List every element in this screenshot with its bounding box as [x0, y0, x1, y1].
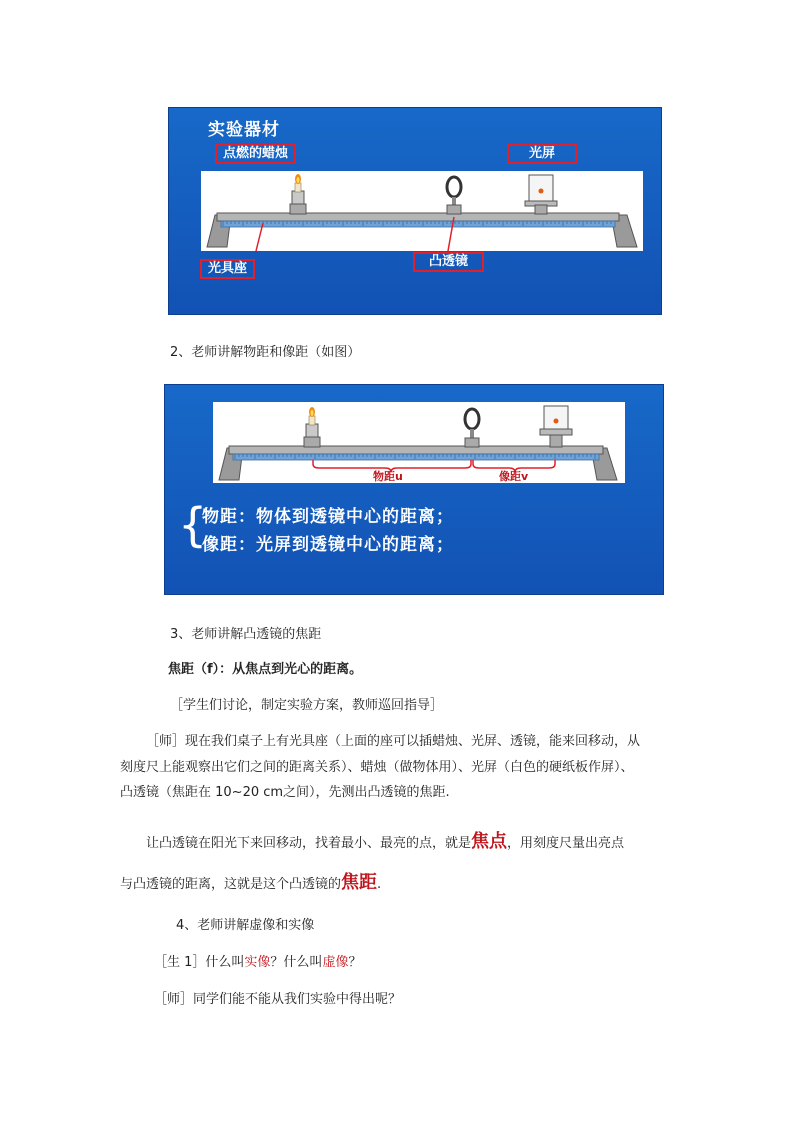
object-distance-label: 物距u — [373, 470, 403, 483]
sunlight-text: ，用刻度尺量出亮点 — [507, 836, 625, 851]
student-text: ［生 1］什么叫 — [154, 955, 245, 970]
sunlight-text: 让凸透镜在阳光下来回移动，找着最小、最亮的点，就是 — [146, 836, 472, 851]
student-question — [154, 951, 361, 970]
optical-bench-illustration — [201, 171, 643, 251]
virtual-image-term: 虚像 — [322, 955, 349, 970]
distance-slide — [164, 384, 664, 595]
equipment-slide — [168, 107, 662, 315]
student-text: ？ — [348, 955, 362, 970]
sunlight-paragraph-line-1 — [146, 827, 624, 853]
teacher-paragraph-line-1: ［师］现在我们桌子上有光具座（上面的座可以插蜡烛、光屏、透镜，能来回移动，从 — [146, 734, 641, 749]
image-distance-label: 像距v — [499, 470, 529, 483]
section-2-heading: 2、老师讲解物距和像距（如图） — [170, 345, 361, 360]
lens-label: 凸透镜 — [413, 252, 484, 272]
teacher-paragraph-line-3: 凸透镜（焦距在 10~20 cm之间），先测出凸透镜的焦距. — [120, 785, 450, 800]
sunlight-paragraph-line-2 — [120, 868, 381, 894]
section-4-heading: 4、老师讲解虚像和实像 — [176, 918, 315, 933]
candle-label: 点燃的蜡烛 — [215, 144, 296, 164]
image-distance-definition: 像距：光屏到透镜中心的距离； — [202, 535, 454, 555]
bench-panel — [201, 171, 643, 251]
focal-length-definition: 焦距（f）：从焦点到光心的距离。 — [168, 662, 363, 677]
bench-label: 光具座 — [200, 259, 255, 279]
object-distance-definition: 物距：物体到透镜中心的距离； — [202, 507, 454, 527]
teacher-question: ［师］同学们能不能从我们实验中得出呢？ — [154, 992, 402, 1007]
teacher-paragraph-line-2: 刻度尺上能观察出它们之间的距离关系）、蜡烛（做物体用）、光屏（白色的硬纸板作屏）、 — [120, 760, 634, 775]
brace: { — [178, 498, 208, 552]
focal-length-term: 焦距 — [341, 872, 378, 893]
sunlight-text: 与凸透镜的距离，这就是这个凸透镜的 — [120, 877, 342, 892]
focus-term: 焦点 — [471, 831, 508, 852]
section-3-heading: 3、老师讲解凸透镜的焦距 — [170, 627, 322, 642]
slide-title: 实验器材 — [208, 120, 280, 140]
bench-panel — [213, 402, 625, 483]
discussion-note: ［学生们讨论，制定实验方案，教师巡回指导］ — [170, 698, 444, 713]
sunlight-text: . — [377, 877, 382, 892]
distance-bench-illustration — [213, 402, 625, 483]
real-image-term: 实像 — [244, 955, 271, 970]
student-text: ？什么叫 — [270, 955, 323, 970]
screen-label: 光屏 — [507, 144, 577, 164]
